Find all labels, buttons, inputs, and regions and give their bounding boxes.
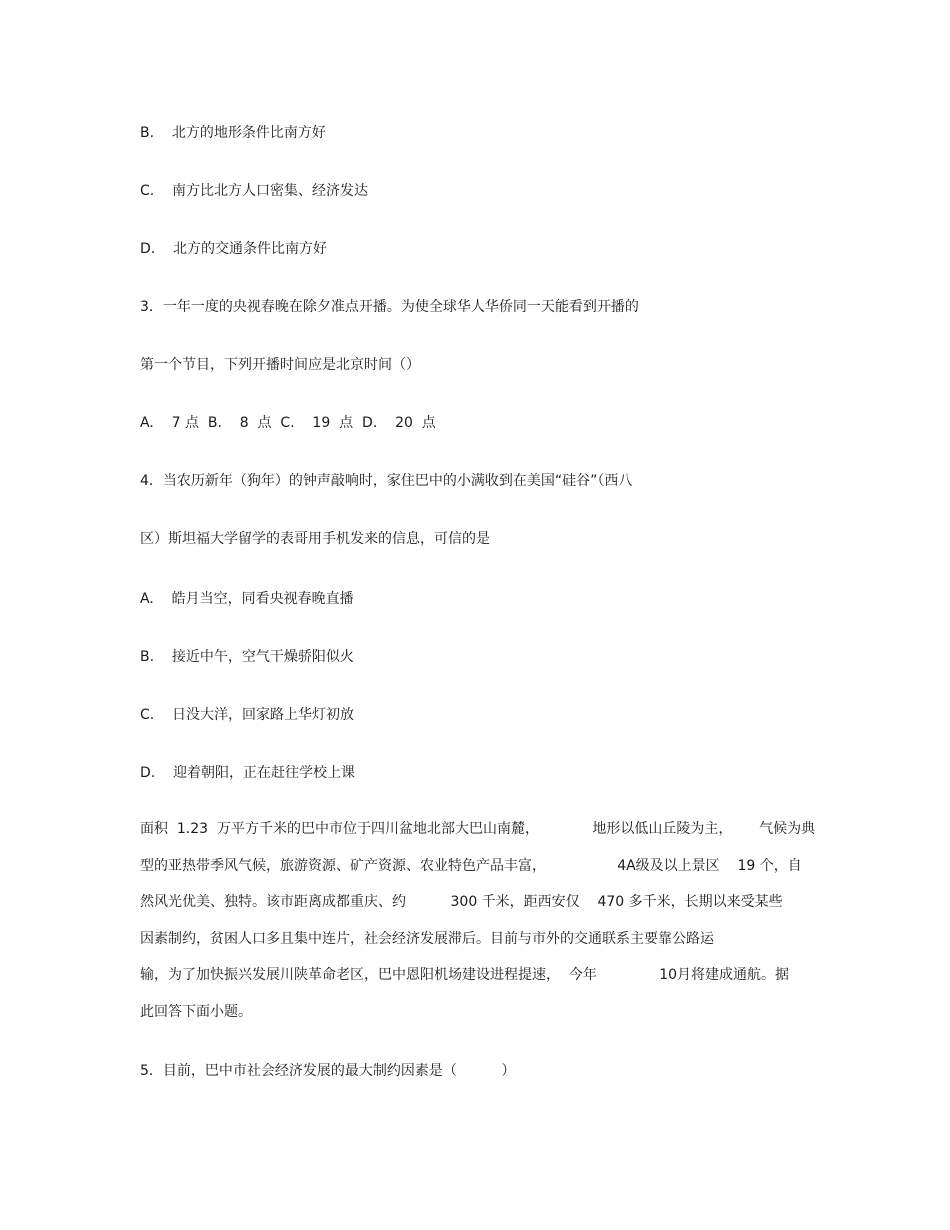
q4-option-b: B. 接近中午，空气干燥骄阳似火: [140, 649, 354, 665]
q2-option-c: C. 南方比北方人口密集、经济发达: [140, 183, 369, 199]
q4-option-d: D. 迎着朝阳，正在赶往学校上课: [140, 765, 356, 781]
passage-line-1: 面积 1.23 万平方千米的巴中市位于四川盆地北部大巴山南麓， 地形以低山丘陵为主， 气候为典: [140, 821, 816, 837]
passage-line-3: 然风光优美、独特。该市距离成都重庆、约 300 千米，距西安仅 470 多千米，长期以来受某些: [140, 894, 783, 910]
passage-line-5: 输，为了加快振兴发展川陕革命老区，巴中恩阳机场建设进程提速， 今年 10月将建成通航。据: [140, 967, 790, 983]
q4-stem-line1: 4．当农历新年（狗年）的钟声敲响时，家住巴中的小满收到在美国“硅谷”（西八: [140, 473, 633, 489]
q4-option-a: A. 皓月当空，同看央视春晚直播: [140, 591, 354, 607]
q3-stem-line2: 第一个节目，下列开播时间应是北京时间（）: [140, 357, 420, 373]
q4-option-c: C. 日没大洋，回家路上华灯初放: [140, 707, 355, 723]
q4-stem-line2: 区）斯坦福大学留学的表哥用手机发来的信息，可信的是: [140, 531, 490, 547]
q3-options: A. 7 点 B. 8 点 C. 19 点 D. 20 点: [140, 415, 436, 431]
passage-line-4: 因素制约，贫困人口多且集中连片，社会经济发展滞后。目前与市外的交通联系主要靠公路运: [140, 931, 714, 947]
q5-stem: 5．目前，巴中市社会经济发展的最大制约因素是（ ）: [140, 1063, 516, 1079]
q2-option-d: D. 北方的交通条件比南方好: [140, 241, 328, 257]
q2-option-b: B. 北方的地形条件比南方好: [140, 125, 326, 141]
passage-line-6: 此回答下面小题。: [140, 1004, 252, 1020]
q3-stem-line1: 3．一年一度的央视春晚在除夕准点开播。为使全球华人华侨同一天能看到开播的: [140, 299, 639, 315]
passage-line-2: 型的亚热带季风气候，旅游资源、矿产资源、农业特色产品丰富， 4A级及以上景区 19 个，自: [140, 858, 802, 874]
